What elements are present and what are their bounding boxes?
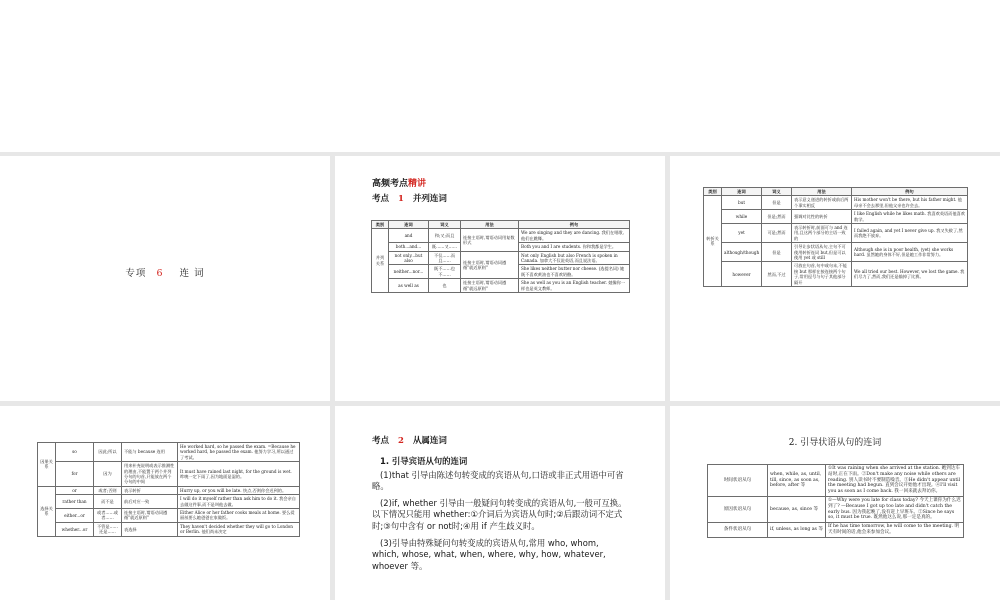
header-category: 类别 [372,221,389,229]
conjunction-table [371,220,630,293]
example-cell: ①—Why were you late for class today? 今天上课你为什么迟到了? —Because I got up too late and didn't catch the early bus. 因为我起晚了,没有赶上早班车。②Since he says so, it must be true. 既然他这么说,那一定是真的。 [826,496,964,522]
meaning-cell: 而不是 [94,495,122,509]
meaning-cell: 和;又;而且 [429,229,461,243]
category-cell: 转折关系 [704,196,722,287]
usage-cell: 表示转折 [122,486,178,494]
usage-cell: 可放在句首,句中或句末,不能接 but 那样在接连接两个句子,常用逗号与句子其他部分隔开 [792,262,852,287]
table-row [708,496,964,522]
conj-cell: when, while, as, until, till, since, as soon as, before, after 等 [768,465,826,497]
usage-cell: 用来补充说明或表示推测性的理由,不能置于两个并列分句的句首,只能放在两个分句的中间 [122,462,178,487]
meaning-cell: 或者……或者…… [94,509,122,523]
meaning-cell: 但是;然而 [762,210,792,224]
table-row [708,465,964,497]
top-blank-area [0,0,1000,152]
table-row [38,522,300,536]
meaning-cell: 因为 [94,462,122,487]
example-cell: If he has time tomorrow, he will come to the meeting. 明天有时间的话,他会来参加会议。 [826,523,964,538]
table-row [704,262,968,287]
category-cell: 并列关系 [372,229,389,293]
kaodian-number: 1 [397,194,404,204]
header-category: 类别 [704,188,722,196]
conj-cell: and [389,229,429,243]
conj-cell: although/though [722,243,762,262]
table-row [704,224,968,243]
category-cell: 选择关系 [38,486,56,536]
example-cell: We all tried our best. However, we lost the game. 我们尽力了,然而,我们还是输掉了比赛。 [852,262,968,287]
header-usage: 用法 [461,221,519,229]
kaodian-number: 2 [397,436,404,446]
conj-cell: or [56,486,94,494]
conj-cell: either...or [56,509,94,523]
example-cell: It must have rained last night, for the ground is wet. 昨晚一定下雨了,因为地面是湿的。 [178,462,300,487]
header-conjunction: 连词 [389,221,429,229]
conj-cell: whether...or [56,522,94,536]
title-prefix: 专项 [125,268,147,279]
example-cell: Not only English but also French is spoken in Canada. 加拿大不仅说英语,而且说法语。 [519,251,630,265]
conj-cell: neither...nor... [389,265,429,279]
conj-cell: however [722,262,762,287]
usage-cell: 不能与 because 连用 [122,443,178,462]
conj-cell: if, unless, as long as 等 [768,523,826,538]
slide-thumbnail-2[interactable] [335,156,665,401]
header-meaning: 词义 [762,188,792,196]
example-cell: Hurry up, or you will be late. 快点,否则你会迟到的。 [178,486,300,494]
conj-cell: yet [722,224,762,243]
slide-thumbnail-6[interactable] [670,406,1000,600]
table-header-row [704,188,968,196]
slide-body [372,456,628,577]
paragraph: (2)if, whether 引导由一般疑问句转变成的宾语从句,一般可互换。以下情况只能用 whether:①介词后为宾语从句时;②后跟动词不定式时;③句中含有 or not时;④用 if 产生歧义时。 [372,497,627,531]
table-row [38,462,300,487]
title-number: 6 [156,268,164,279]
category-cell: 原因状语从句 [708,496,768,522]
conj-cell: not only...but also [389,251,429,265]
example-cell: We are singing and they are dancing. 我们在唱歌,他们在跳舞。 [519,229,630,243]
meaning-cell: 也 [429,279,461,293]
conj-cell: as well as [389,279,429,293]
heading-plain: 高频考点 [372,179,409,189]
header-usage: 用法 [792,188,852,196]
section-heading [372,176,426,189]
meaning-cell: 但是 [762,243,792,262]
kaodian-label: 考点 [372,436,390,446]
kaodian-title: 从属连词 [412,436,447,446]
category-cell: 因果关系 [38,443,56,487]
kaodian-heading [372,192,447,204]
example-cell: She likes neither butter nor cheese. (选提名词) 她既不喜欢黄油也不喜欢奶酪。 [519,265,630,279]
kaodian-title: 并列连词 [412,194,447,204]
table-row [704,196,968,210]
example-cell: Either Alice or her father cooks meals at home. 要么爱丽丝要么她爸爸在家做饭。 [178,509,300,523]
conj-cell: rather than [56,495,94,509]
meaning-cell: 不管是……还是…… [94,522,122,536]
conj-cell: while [722,210,762,224]
table-row [38,495,300,509]
meaning-cell: 然而,不过 [762,262,792,287]
example-cell: Both you and I are students. 你和我都是学生。 [519,243,630,251]
meaning-cell: 或者;否则 [94,486,122,494]
title-text: 连 词 [179,268,205,279]
paragraph: (3)引导由特殊疑问句转变成的宾语从句,常用 who, whom, which, whose, what, when, where, why, how, whatever, whoever 等。 [372,537,606,571]
usage-cell: 表示转折时,前面可与 and 连用,且这两个部分的主语一致的 [792,224,852,243]
conj-cell: but [722,196,762,210]
meaning-cell: 既……又…… [429,243,461,251]
meaning-cell: 既不……也不…… [429,265,461,279]
meaning-cell: 可是;然而 [762,224,792,243]
slide-title [0,265,330,279]
example-cell: They haven't decided whether they will go to London or Berlin. 他们尚未决定 [178,522,300,536]
conj-cell: so [56,443,94,462]
table-row [704,210,968,224]
slide-thumbnail-1[interactable] [0,156,330,401]
example-cell: I failed again, and yet I never give up. 我又失败了,然而我绝不放弃。 [852,224,968,243]
section-heading: 2. 引导状语从句的连词 [788,438,882,448]
usage-cell: 表选择 [122,522,178,536]
conjunction-table [703,187,968,287]
paragraph: (1)that 引导由陈述句转变成的宾语从句,口语或非正式用语中可省略。 [372,469,624,492]
category-cell: 条件状语从句 [708,523,768,538]
table-header-row [372,221,630,229]
table-row [372,279,630,293]
header-meaning: 词义 [429,221,461,229]
category-cell: 时间状语从句 [708,465,768,497]
usage-cell: 连接主语时,谓语动词用复数形式 [461,229,519,251]
table-row [38,509,300,523]
heading-red: 精讲 [408,179,427,189]
usage-cell: 强调对比性的转折 [792,210,852,224]
subheading: 1. 引导宾语从句的连词 [380,456,468,466]
conj-cell: for [56,462,94,487]
example-cell: He worked hard, so he passed the exam. =Because he worked hard, he passed the exam. 他努力学习,所以通过了考试。 [178,443,300,462]
header-example: 例句 [519,221,630,229]
header-example: 例句 [852,188,968,196]
slide-thumbnail-4[interactable] [0,406,330,600]
example-cell: I like English while he likes math. 我喜欢英语而他喜欢数学。 [852,210,968,224]
example-cell: His mother won't be there, but his father might. 他母亲不会去那里,但他父亲也许会去。 [852,196,968,210]
adverbial-clause-table [707,464,964,538]
example-cell: She as well as you is an English teacher. 她像你一样也是英文教师。 [519,279,630,293]
table-row [38,486,300,494]
example-cell: Although she is in poor health, (yet) she works hard. 虽然她的身体不好,但是她工作非常努力。 [852,243,968,262]
meaning-cell: 不仅……而且…… [429,251,461,265]
slide-thumbnail-5[interactable] [335,406,665,600]
usage-cell: 连接主语时,谓语动词遵循"就近原则" [461,251,519,279]
table-row [704,243,968,262]
example-cell: ①It was raining when she arrived at the station. 她到达车站时,正在下雨。②Don't make any noise while others are reading. 别人读书时不要制造噪音。③He didn't appear until the meeting had begun. 直到会议开始他才出现。④I'll visit you as soon as I come back. 我一回来就去拜访你。 [826,465,964,497]
example-cell: I will do it myself rather than ask him to do it. 我会亲自去做这件事,而不是叫他去做。 [178,495,300,509]
kaodian-label: 考点 [372,194,390,204]
usage-cell: 表示意义递进的转折或前后两个事实相反 [792,196,852,210]
table-row [38,443,300,462]
usage-cell: 引导让步状语从句,主句不可使用转折连词 but,但是可以使用 yet 或 still [792,243,852,262]
kaodian-heading [372,434,447,446]
header-conjunction: 连词 [722,188,762,196]
usage-cell: 前后对应一致 [122,495,178,509]
conj-cell: because, as, since 等 [768,496,826,522]
usage-cell: 连接主语时,谓语动词遵循"就近原则" [122,509,178,523]
table-row [708,523,964,538]
table-row [372,229,630,243]
slide-thumbnail-3[interactable] [670,156,1000,401]
meaning-cell: 因此;所以 [94,443,122,462]
table-row [372,251,630,265]
conjunction-table [37,442,300,537]
conj-cell: both...and... [389,243,429,251]
usage-cell: 连接主语时,谓语动词遵循"就远原则" [461,279,519,293]
meaning-cell: 但是 [762,196,792,210]
